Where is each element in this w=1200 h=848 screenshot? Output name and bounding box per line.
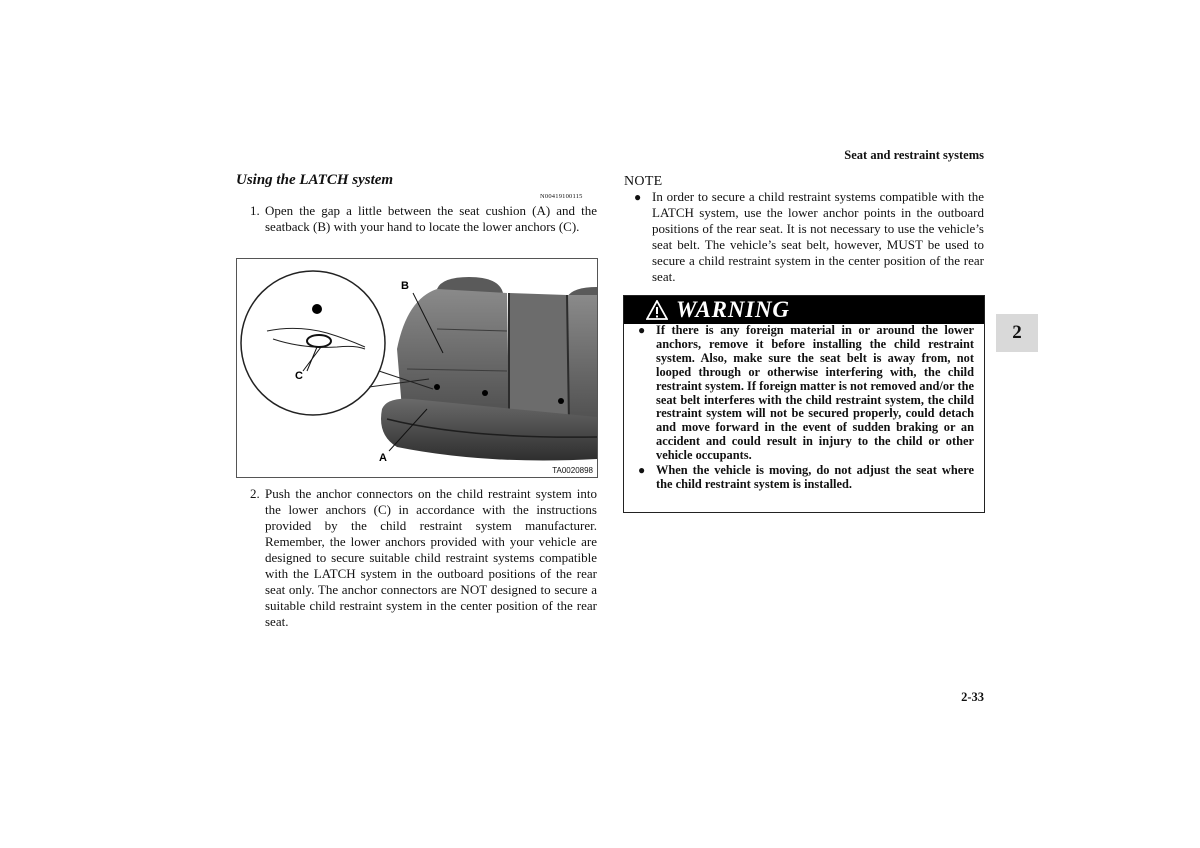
- running-header: Seat and restraint systems: [844, 148, 984, 162]
- section-heading: Using the LATCH system: [236, 172, 394, 188]
- label-b: B: [401, 280, 409, 292]
- label-c: C: [295, 370, 303, 382]
- warning-title: WARNING: [676, 297, 790, 322]
- figure-code: TA0020898: [552, 466, 593, 475]
- step-1-text: Open the gap a little between the seat cushion (A) and the seatback (B) with your hand to locate the lower anchors (C).: [265, 203, 597, 234]
- label-a: A: [379, 452, 387, 464]
- magnifier-circle: [241, 271, 385, 415]
- lower-anchor-dot: [558, 398, 564, 404]
- note-body: [634, 189, 984, 285]
- reference-code: N00419100115: [540, 193, 583, 200]
- warning-item-text: If there is any foreign material in or around the lower anchors, remove it before installing the child restraint system. Also, make sure the seat belt is away from, not looped through or otherwise interfering with, the child restraint system. If foreign matter is not removed and/or the seat belt interferes with the child restraint system, the child restraint system will not be secured properly, could detach and move forward in the event of sudden braking or an accident and could result in injury to the child or other vehicle occupants.: [656, 323, 974, 463]
- step-2-text: Push the anchor connectors on the child restraint system into the lower anchors (C) in accordance with the instructions provided by the child restraint system manufacturer. Remember, the lower anchors provided with your vehicle are designed to secure suitable child restraint systems compatible with the LATCH system in the outboard positions of the rear seat only. The anchor connectors are NOT designed to secure a suitable child restraint system in the center position of the rear seat.: [265, 486, 597, 629]
- step-2: [250, 486, 597, 630]
- section-tab: 2: [996, 314, 1038, 352]
- lower-anchor-dot: [434, 384, 440, 390]
- warning-body: [624, 324, 984, 492]
- latch-seat-figure: [236, 258, 598, 478]
- right-seatback: [567, 295, 597, 427]
- warning-box: [623, 295, 985, 513]
- note-text: In order to secure a child restraint systems compatible with the LATCH system, use the lower anchor points in the outboard positions of the rear seat. It is not necessary to use the vehicle’s seat belt. The vehicle’s seat belt, however, MUST be used to secure a child restraint system in the center position of the rear seat.: [652, 189, 984, 284]
- warning-bullet: ●: [638, 323, 646, 337]
- warning-triangle-icon: [646, 300, 668, 320]
- note-bullet: ●: [634, 190, 642, 204]
- anchor-detail-dot: [312, 304, 322, 314]
- note-label: NOTE: [624, 174, 663, 189]
- warning-item: [638, 464, 974, 492]
- warning-item: [638, 324, 974, 463]
- page-number: 2-33: [961, 690, 984, 704]
- step-2-number: 2.: [250, 486, 260, 501]
- lower-anchor-dot: [482, 390, 488, 396]
- step-1-number: 1.: [250, 203, 260, 218]
- rear-seat-illustration: [237, 259, 597, 477]
- warning-header: [624, 296, 984, 324]
- step-1: [250, 203, 597, 235]
- center-seatback: [509, 293, 569, 424]
- warning-bullet: ●: [638, 463, 646, 478]
- warning-item-text: When the vehicle is moving, do not adjust the seat where the child restraint system is installed.: [656, 463, 974, 491]
